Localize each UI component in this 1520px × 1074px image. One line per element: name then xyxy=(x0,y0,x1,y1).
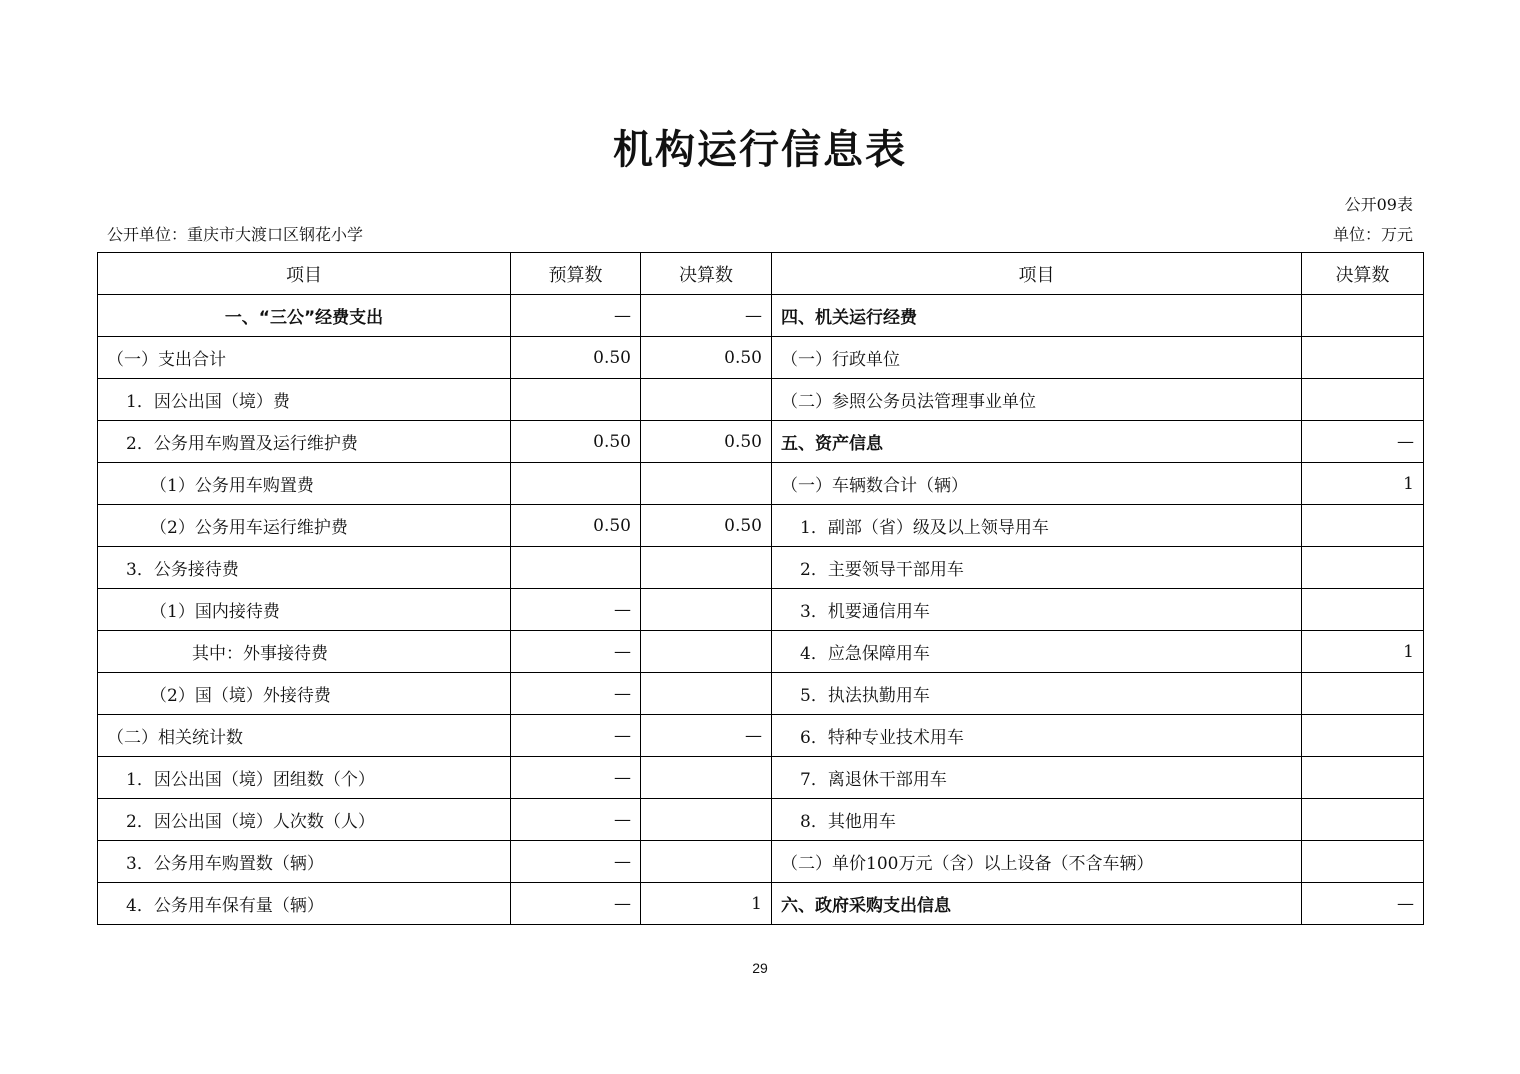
actual-cell: — xyxy=(641,295,772,337)
currency-unit: 单位：万元 xyxy=(1332,225,1413,244)
actual-cell xyxy=(641,631,772,673)
right-item: （一）车辆数合计（辆） xyxy=(772,463,1302,505)
right-actual-cell: 1 xyxy=(1302,463,1424,505)
table-row xyxy=(98,799,1424,841)
budget-cell: — xyxy=(511,715,641,757)
left-item: （二）相关统计数 xyxy=(98,715,511,757)
budget-cell: — xyxy=(511,589,641,631)
right-actual-cell xyxy=(1302,379,1424,421)
budget-cell xyxy=(511,547,641,589)
left-item: （1）国内接待费 xyxy=(98,589,511,631)
actual-cell xyxy=(641,841,772,883)
left-item: 3．公务接待费 xyxy=(98,547,511,589)
right-actual-cell xyxy=(1302,715,1424,757)
header-actual-left: 决算数 xyxy=(641,253,772,295)
budget-cell: — xyxy=(511,295,641,337)
right-item: 8．其他用车 xyxy=(772,799,1302,841)
right-actual-cell xyxy=(1302,799,1424,841)
actual-cell xyxy=(641,463,772,505)
right-actual-cell xyxy=(1302,547,1424,589)
right-actual-cell xyxy=(1302,337,1424,379)
page-title: 机构运行信息表 xyxy=(613,127,907,173)
header-item-right: 项目 xyxy=(772,253,1302,295)
left-item: （一）支出合计 xyxy=(98,337,511,379)
left-item: 其中：外事接待费 xyxy=(98,631,511,673)
header-item-left: 项目 xyxy=(98,253,511,295)
header-actual-right: 决算数 xyxy=(1302,253,1424,295)
table-row xyxy=(98,841,1424,883)
actual-cell xyxy=(641,673,772,715)
budget-cell: — xyxy=(511,799,641,841)
form-number: 公开09表 xyxy=(1344,195,1413,214)
budget-cell: — xyxy=(511,631,641,673)
budget-cell xyxy=(511,379,641,421)
left-item: 4．公务用车保有量（辆） xyxy=(98,883,511,925)
right-actual-cell xyxy=(1302,673,1424,715)
right-item: 7．离退休干部用车 xyxy=(772,757,1302,799)
reporting-unit: 公开单位：重庆市大渡口区钢花小学 xyxy=(107,225,364,244)
right-item: 2．主要领导干部用车 xyxy=(772,547,1302,589)
table-row xyxy=(98,421,1424,463)
right-item: 五、资产信息 xyxy=(772,421,1302,463)
actual-cell xyxy=(641,589,772,631)
budget-cell: — xyxy=(511,673,641,715)
header-budget: 预算数 xyxy=(511,253,641,295)
right-item: 4．应急保障用车 xyxy=(772,631,1302,673)
budget-cell: — xyxy=(511,757,641,799)
actual-cell xyxy=(641,757,772,799)
right-actual-cell xyxy=(1302,505,1424,547)
table-row xyxy=(98,589,1424,631)
right-item: 四、机关运行经费 xyxy=(772,295,1302,337)
actual-cell xyxy=(641,799,772,841)
table-row xyxy=(98,715,1424,757)
right-item: 6．特种专业技术用车 xyxy=(772,715,1302,757)
left-item: 一、“三公”经费支出 xyxy=(98,295,511,337)
info-table xyxy=(97,252,1424,925)
left-item: 1．因公出国（境）费 xyxy=(98,379,511,421)
actual-cell: — xyxy=(641,715,772,757)
left-item: （2）公务用车运行维护费 xyxy=(98,505,511,547)
right-actual-cell: — xyxy=(1302,883,1424,925)
actual-cell: 0.50 xyxy=(641,421,772,463)
table-row xyxy=(98,505,1424,547)
right-actual-cell xyxy=(1302,757,1424,799)
page-number: 29 xyxy=(752,960,768,976)
right-actual-cell xyxy=(1302,589,1424,631)
right-actual-cell: 1 xyxy=(1302,631,1424,673)
actual-cell xyxy=(641,379,772,421)
right-item: 5．执法执勤用车 xyxy=(772,673,1302,715)
table-row xyxy=(98,757,1424,799)
actual-cell: 0.50 xyxy=(641,505,772,547)
left-item: 1．因公出国（境）团组数（个） xyxy=(98,757,511,799)
budget-cell: — xyxy=(511,883,641,925)
actual-cell: 1 xyxy=(641,883,772,925)
right-item: （一）行政单位 xyxy=(772,337,1302,379)
budget-cell: 0.50 xyxy=(511,505,641,547)
left-item: 2．公务用车购置及运行维护费 xyxy=(98,421,511,463)
table-row xyxy=(98,337,1424,379)
right-actual-cell: — xyxy=(1302,421,1424,463)
right-item: （二）参照公务员法管理事业单位 xyxy=(772,379,1302,421)
table-header-row xyxy=(98,253,1424,295)
left-item: （2）国（境）外接待费 xyxy=(98,673,511,715)
right-item: 3．机要通信用车 xyxy=(772,589,1302,631)
actual-cell: 0.50 xyxy=(641,337,772,379)
table-row xyxy=(98,547,1424,589)
table-row xyxy=(98,463,1424,505)
budget-cell xyxy=(511,463,641,505)
budget-cell: — xyxy=(511,841,641,883)
left-item: 2．因公出国（境）人次数（人） xyxy=(98,799,511,841)
table-row xyxy=(98,631,1424,673)
right-item: 1．副部（省）级及以上领导用车 xyxy=(772,505,1302,547)
right-actual-cell xyxy=(1302,841,1424,883)
table-row xyxy=(98,379,1424,421)
right-actual-cell xyxy=(1302,295,1424,337)
budget-cell: 0.50 xyxy=(511,421,641,463)
right-item: 六、政府采购支出信息 xyxy=(772,883,1302,925)
table-row xyxy=(98,673,1424,715)
table-row xyxy=(98,883,1424,925)
right-item: （二）单价100万元（含）以上设备（不含车辆） xyxy=(772,841,1302,883)
actual-cell xyxy=(641,547,772,589)
budget-cell: 0.50 xyxy=(511,337,641,379)
left-item: 3．公务用车购置数（辆） xyxy=(98,841,511,883)
table-row xyxy=(98,295,1424,337)
left-item: （1）公务用车购置费 xyxy=(98,463,511,505)
